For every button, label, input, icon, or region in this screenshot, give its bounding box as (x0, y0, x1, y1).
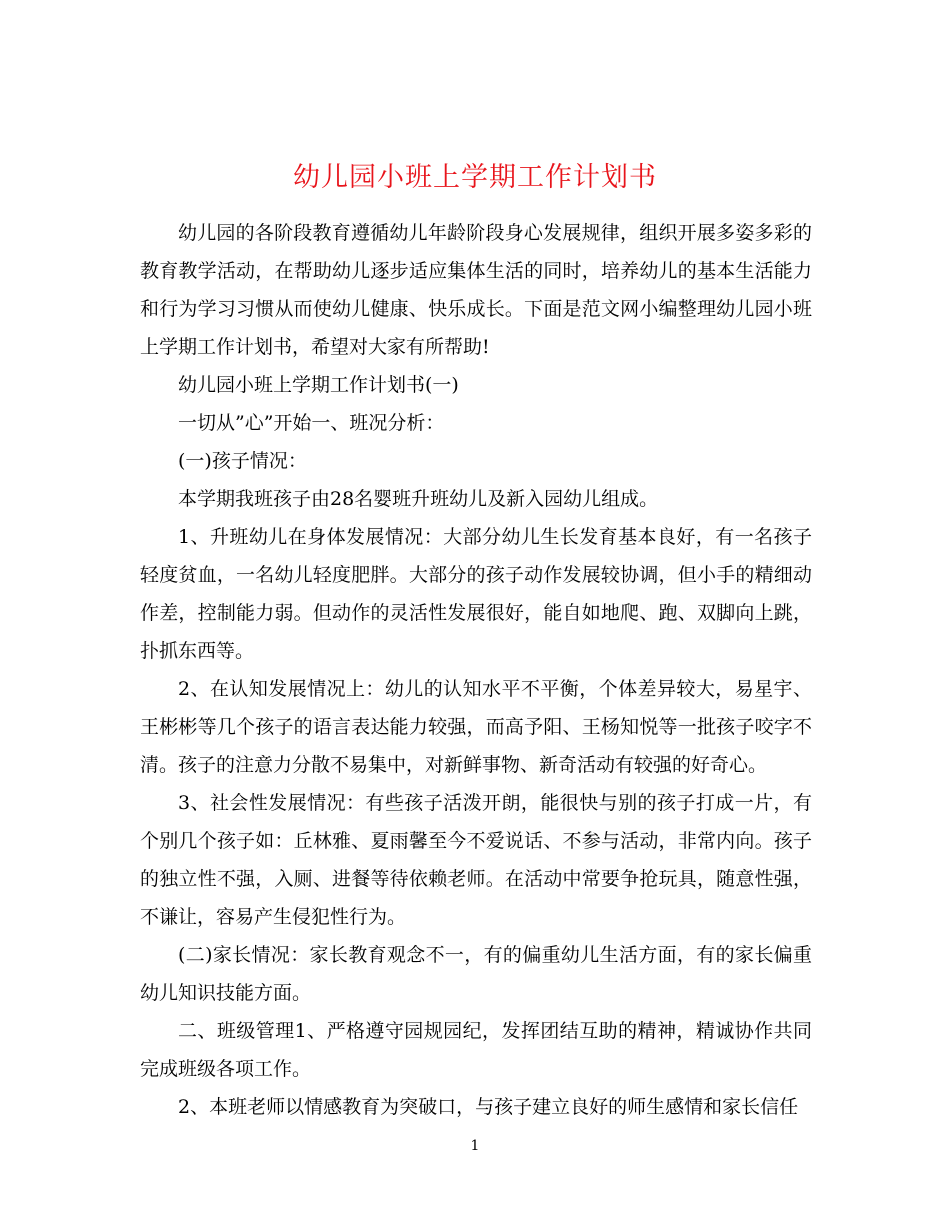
paragraph: 一切从”心”开始一、班况分析： (178, 412, 445, 434)
paragraph: 2、在认知发展情况上：幼儿的认知水平不平衡，个体差异较大，易星宇、王彬彬等几个孩子的语言表达能力较强，而高予阳、王杨知悦等一批孩子咬字不清。孩子的注意力分散不易集中，对新鲜事物、新奇活动有较强的好奇心。 (140, 678, 812, 776)
paragraph: 幼儿园小班上学期工作计划书(一) (178, 374, 459, 396)
paragraph: 2、本班老师以情感教育为突破口，与孩子建立良好的师生感情和家长信任 (178, 1096, 799, 1118)
paragraph: (二)家长情况：家长教育观念不一，有的偏重幼儿生活方面，有的家长偏重幼儿知识技能方面。 (140, 944, 812, 1004)
paragraph: 二、班级管理1、严格遵守园规园纪，发挥团结互助的精神，精诚协作共同完成班级各项工作。 (140, 1020, 812, 1080)
page-number: 1 (470, 1138, 480, 1154)
document-title: 幼儿园小班上学期工作计划书 (293, 162, 657, 194)
document-body (140, 214, 812, 1126)
paragraph: 本学期我班孩子由28名婴班升班幼儿及新入园幼儿组成。 (178, 488, 659, 510)
paragraph: 3、社会性发展情况：有些孩子活泼开朗，能很快与别的孩子打成一片，有个别几个孩子如：丘林雅、夏雨馨至今不爱说话、不参与活动，非常内向。孩子的独立性不强，入厕、进餐等待依赖老师。在活动中常要争抢玩具，随意性强，不谦让，容易产生侵犯性行为。 (140, 792, 812, 928)
paragraph: (一)孩子情况： (178, 450, 307, 472)
paragraph: 1、升班幼儿在身体发展情况：大部分幼儿生长发育基本良好，有一名孩子轻度贫血，一名幼儿轻度肥胖。大部分的孩子动作发展较协调，但小手的精细动作差，控制能力弱。但动作的灵活性发展很好，能自如地爬、跑、双脚向上跳，扑抓东西等。 (140, 526, 812, 662)
paragraph: 幼儿园的各阶段教育遵循幼儿年龄阶段身心发展规律，组织开展多姿多彩的教育教学活动，在帮助幼儿逐步适应集体生活的同时，培养幼儿的基本生活能力和行为学习习惯从而使幼儿健康、快乐成长。下面是范文网小编整理幼儿园小班上学期工作计划书，希望对大家有所帮助! (140, 222, 812, 358)
